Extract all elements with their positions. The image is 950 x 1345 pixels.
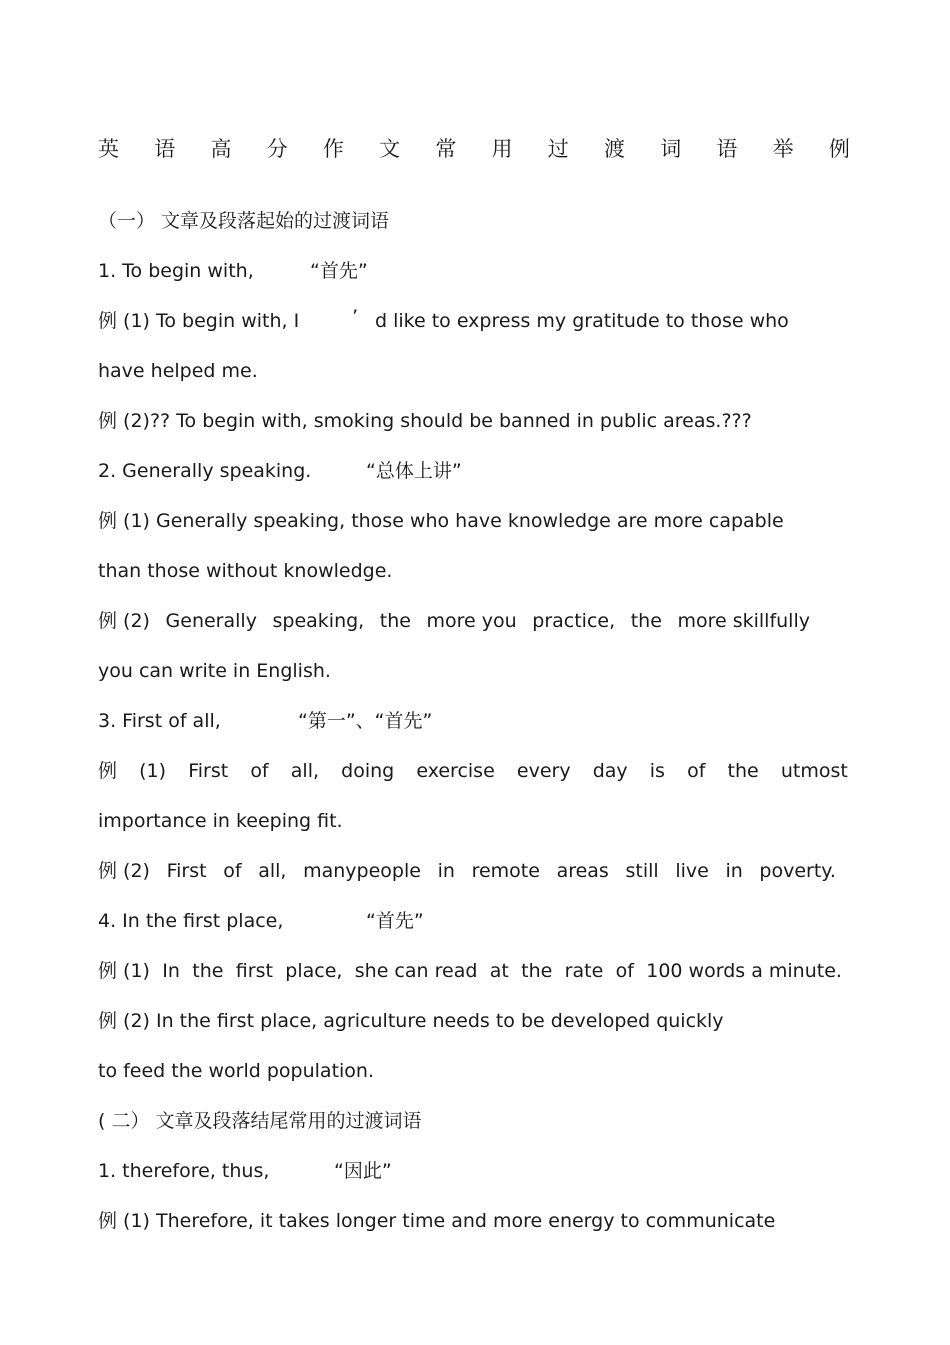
example-word: is [649,760,665,782]
example-text: 例 (1) To begin with, I [98,310,300,332]
item-meaning: “因此” [334,1160,392,1182]
example-word: the [727,760,759,782]
item-4 [98,908,424,934]
title-char: 语 [716,137,738,161]
item-1 [98,258,368,284]
example-1-2: 例 (2)?? To begin with, smoking should be banned in public areas.??? [98,410,752,432]
example-word: all, [258,860,287,882]
example-4-2: 例 (2) In the first place, agriculture needs to be developed quickly [98,1010,724,1032]
example-word: 100 words a minute. [646,960,842,982]
item-meaning: “首先” [366,910,424,932]
example-word: of [250,760,269,782]
example-2-1-cont: than those without knowledge. [98,560,393,582]
example-word: utmost [780,760,848,782]
example-word: First [188,760,229,782]
example-word: exercise [416,760,495,782]
item-term: 1. therefore, thus, [98,1160,270,1182]
example-word: every [516,760,571,782]
item-meaning: “第一”、“首先” [298,710,433,732]
example-word: in [437,860,455,882]
example-word: the [379,610,411,632]
example-word: day [592,760,628,782]
title-char: 常 [435,137,457,161]
example-2-2-cont: you can write in English. [98,660,331,682]
example-word: first [235,960,273,982]
example-2-2 [98,608,810,634]
example-word: in [725,860,743,882]
item-term: 2. Generally speaking. [98,460,312,482]
example-word: still [625,860,659,882]
example-word: the [630,610,662,632]
item-5 [98,1158,392,1184]
title-char: 高 [210,137,232,161]
example-word: of [615,960,634,982]
title-char: 文 [379,137,401,161]
item-term: 3. First of all, [98,710,221,732]
example-4-2-cont: to feed the world population. [98,1060,375,1082]
example-word: of [687,760,706,782]
example-word: more you [426,610,517,632]
example-word: speaking, [272,610,365,632]
item-2 [98,458,462,484]
example-word: all, [290,760,320,782]
example-word: (1) [139,760,167,782]
example-3-1 [98,758,848,784]
example-3-2 [98,858,836,884]
example-word: 例 (2) [98,610,150,632]
example-word: place, [285,960,343,982]
item-meaning: “总体上讲” [366,460,462,482]
example-word: Generally [165,610,257,632]
title-char: 过 [547,137,569,161]
example-word: she can read [354,960,478,982]
example-word: at [489,960,509,982]
item-3 [98,708,433,734]
title-char: 渡 [603,137,625,161]
example-3-1-cont: importance in keeping fit. [98,810,343,832]
item-meaning: “首先” [310,260,368,282]
example-text: d like to express my gratitude to those who [375,310,789,332]
example-word: In [162,960,180,982]
item-term: 1. To begin with, [98,260,254,282]
title-char: 举 [772,137,794,161]
section-heading-1: （一） 文章及段落起始的过渡词语 [98,210,390,232]
example-word: of [223,860,242,882]
title-char: 词 [660,137,682,161]
example-1-1-cont: have helped me. [98,360,258,382]
example-2-1: 例 (1) Generally speaking, those who have knowledge are more capable [98,510,784,532]
example-word: live [675,860,709,882]
example-word: the [192,960,224,982]
example-word: 例 (1) [98,960,150,982]
title-char: 作 [322,137,344,161]
example-word: 例 (2) [98,860,150,882]
example-word: 例 [98,760,118,782]
example-word: poverty. [759,860,836,882]
item-term: 4. In the first place, [98,910,284,932]
title-char: 英 [98,137,119,161]
example-5-1: 例 (1) Therefore, it takes longer time and more energy to communicate [98,1210,776,1232]
example-word: rate [564,960,604,982]
example-word: manypeople [303,860,421,882]
title-char: 例 [828,137,850,161]
document-title [98,134,850,164]
title-char: 分 [266,137,288,161]
apostrophe: ’ [352,306,359,328]
example-word: areas [556,860,609,882]
example-1-1 [98,306,789,334]
example-word: more skillfully [677,610,810,632]
example-word: First [166,860,207,882]
section-heading-2: ( 二） 文章及段落结尾常用的过渡词语 [98,1110,422,1132]
title-char: 用 [491,137,513,161]
example-word: practice, [532,610,616,632]
example-word: doing [341,760,395,782]
example-4-1 [98,958,842,984]
example-word: the [521,960,553,982]
example-word: remote [471,860,540,882]
title-char: 语 [154,137,176,161]
